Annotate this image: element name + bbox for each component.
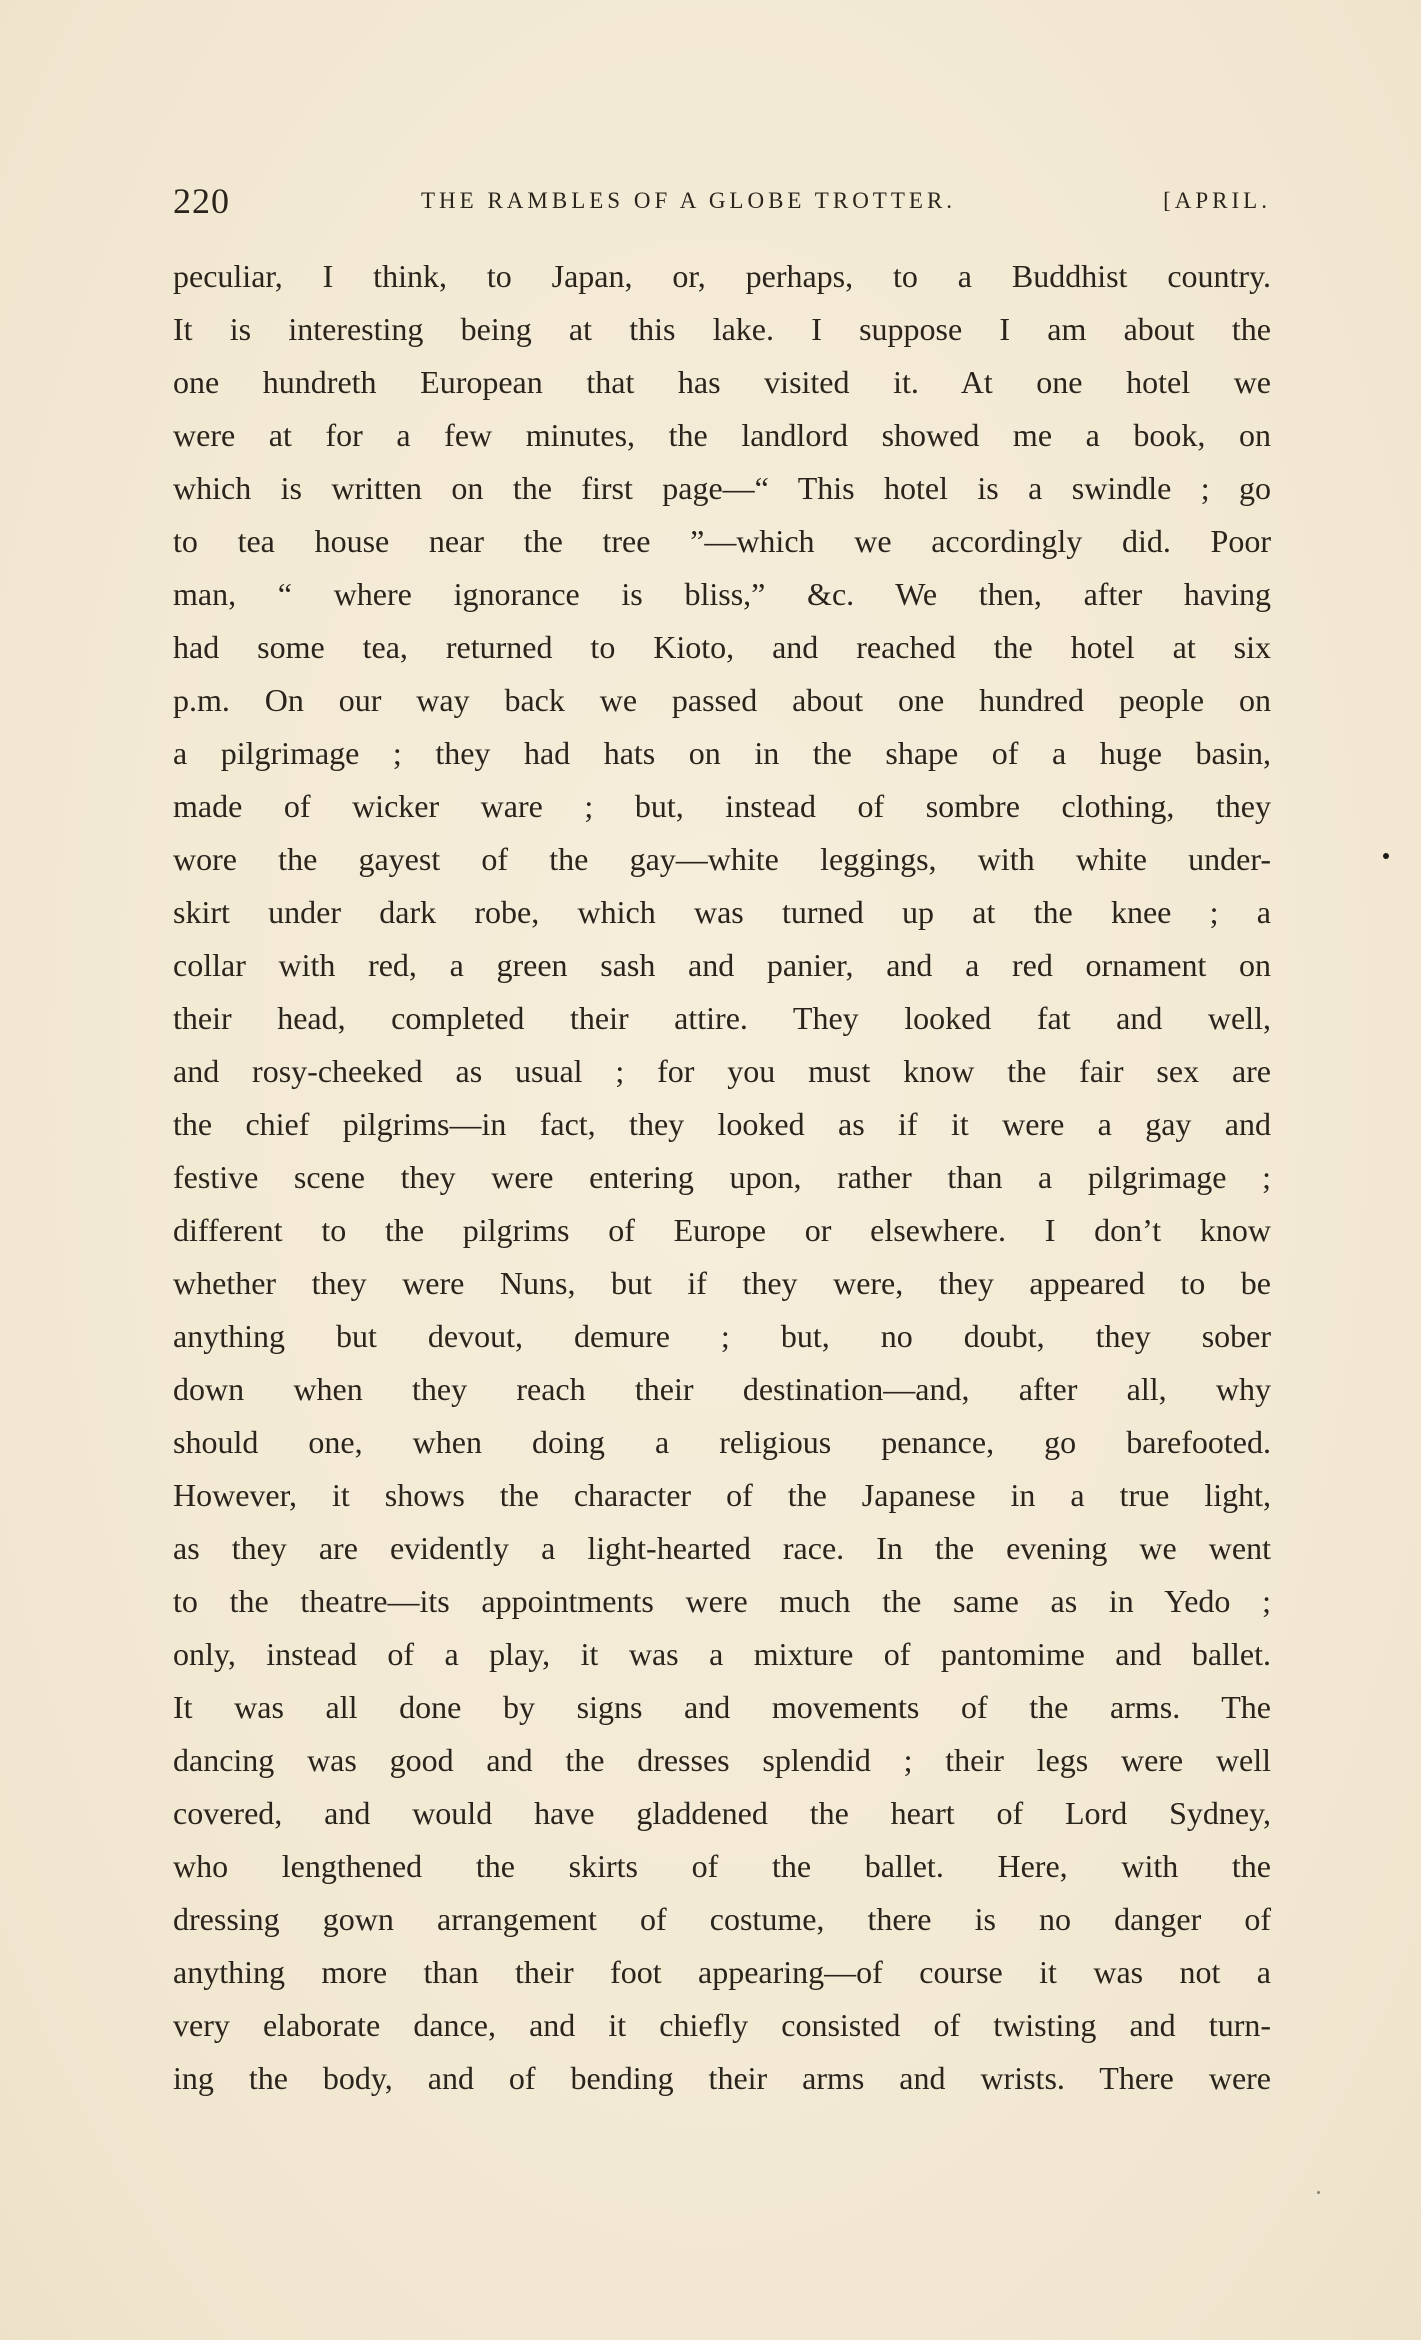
text-line: anything but devout, demure ; but, no doubt, they sober <box>173 1318 1271 1354</box>
text-line: festive scene they were entering upon, rather than a pilgrimage ; <box>173 1159 1271 1195</box>
text-line: collar with red, a green sash and panier, and a red ornament on <box>173 947 1271 983</box>
text-line: made of wicker ware ; but, instead of sombre clothing, they <box>173 788 1271 824</box>
text-line: only, instead of a play, it was a mixture of pantomime and ballet. <box>173 1636 1271 1672</box>
text-line: man, “ where ignorance is bliss,” &c. We then, after having <box>173 576 1271 612</box>
text-line: one hundreth European that has visited it. At one hotel we <box>173 364 1271 400</box>
text-line: were at for a few minutes, the landlord showed me a book, on <box>173 417 1271 453</box>
text-line: who lengthened the skirts of the ballet. Here, with the <box>173 1848 1271 1884</box>
text-line: and rosy-cheeked as usual ; for you must know the fair sex are <box>173 1053 1271 1089</box>
running-title: THE RAMBLES OF A GLOBE TROTTER. <box>421 188 957 213</box>
text-line: different to the pilgrims of Europe or elsewhere. I don’t know <box>173 1212 1271 1248</box>
text-line: covered, and would have gladdened the heart of Lord Sydney, <box>173 1795 1271 1831</box>
text-line: anything more than their foot appearing—of course it was not a <box>173 1954 1271 1990</box>
text-line: their head, completed their attire. They looked fat and well, <box>173 1000 1271 1036</box>
text-line: which is written on the first page—“ This hotel is a swindle ; go <box>173 470 1271 506</box>
ink-speck <box>1317 2191 1320 2194</box>
text-line: dressing gown arrangement of costume, there is no danger of <box>173 1901 1271 1937</box>
text-line: ing the body, and of bending their arms and wrists. There were <box>173 2060 1271 2096</box>
text-line: whether they were Nuns, but if they were, they appeared to be <box>173 1265 1271 1301</box>
text-line: It is interesting being at this lake. I suppose I am about the <box>173 311 1271 347</box>
text-line: as they are evidently a light-hearted race. In the evening we went <box>173 1530 1271 1566</box>
page-number: 220 <box>173 181 230 221</box>
text-line: should one, when doing a religious penance, go barefooted. <box>173 1424 1271 1460</box>
running-section: [APRIL. <box>1163 188 1271 213</box>
text-line: dancing was good and the dresses splendid ; their legs were well <box>173 1742 1271 1778</box>
text-line: to the theatre—its appointments were much the same as in Yedo ; <box>173 1583 1271 1619</box>
text-line: a pilgrimage ; they had hats on in the shape of a huge basin, <box>173 735 1271 771</box>
text-line: However, it shows the character of the Japanese in a true light, <box>173 1477 1271 1513</box>
text-line: p.m. On our way back we passed about one hundred people on <box>173 682 1271 718</box>
text-line: had some tea, returned to Kioto, and reached the hotel at six <box>173 629 1271 665</box>
text-line: the chief pilgrims—in fact, they looked as if it were a gay and <box>173 1106 1271 1142</box>
text-line: wore the gayest of the gay—white leggings, with white under- <box>173 841 1271 877</box>
text-line: It was all done by signs and movements of the arms. The <box>173 1689 1271 1725</box>
text-line: down when they reach their destination—and, after all, why <box>173 1371 1271 1407</box>
body-paragraph <box>173 250 1271 2105</box>
ink-speck <box>1383 853 1389 859</box>
text-line: very elaborate dance, and it chiefly consisted of twisting and turn- <box>173 2007 1271 2043</box>
page-header <box>173 180 1271 224</box>
text-line: skirt under dark robe, which was turned up at the knee ; a <box>173 894 1271 930</box>
text-line: peculiar, I think, to Japan, or, perhaps, to a Buddhist country. <box>173 258 1271 294</box>
text-line: to tea house near the tree ”—which we accordingly did. Poor <box>173 523 1271 559</box>
